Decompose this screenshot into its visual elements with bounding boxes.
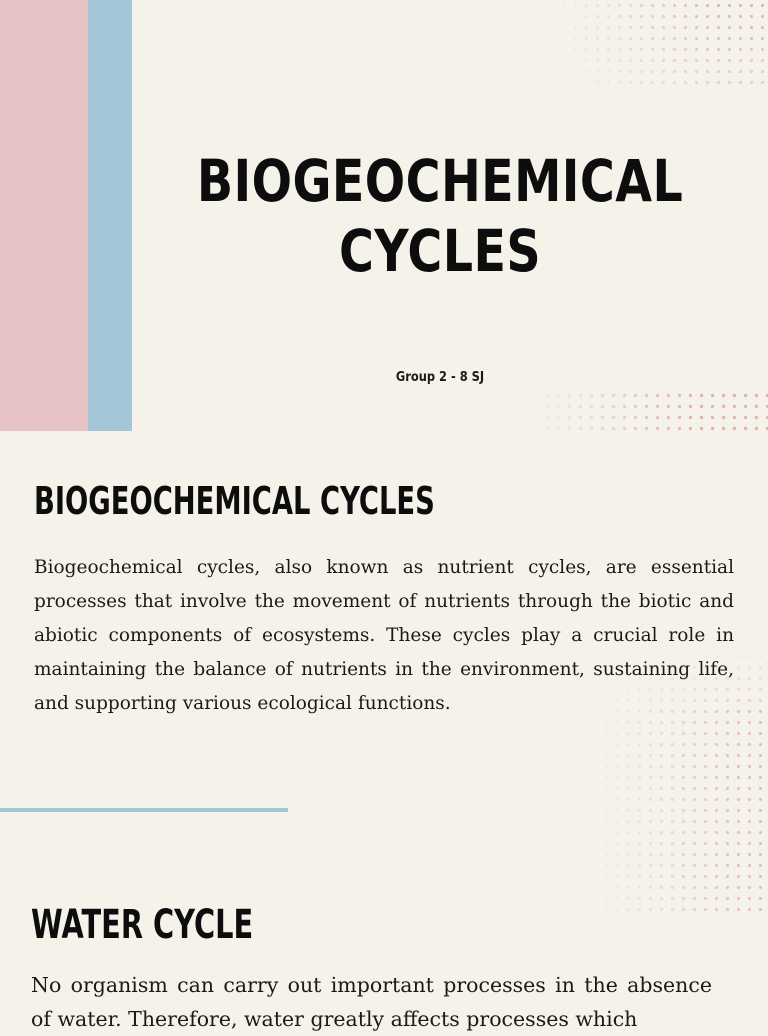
section-heading-water-cycle: WATER CYCLE — [31, 902, 254, 948]
cover-subtitle: Group 2 - 8 SJ — [395, 370, 485, 385]
dot-pattern-top — [548, 0, 768, 90]
decorative-blue-band — [88, 0, 132, 431]
cover-title-line-2: CYCLES — [338, 217, 542, 285]
section-body-water-cycle: No organism can carry out important processes in the absence of water. Therefore, water greatly affects processes which — [31, 973, 712, 1031]
dot-pattern-middle — [520, 390, 768, 435]
cover-title — [194, 146, 686, 286]
section-body-biogeochemical: Biogeochemical cycles, also known as nutrient cycles, are essential processes that involve the movement of nutrients through the biotic and abiotic components of ecosystems. These cycles play a crucial role in maintaining the balance of nutrients in the environment, sustaining life, and supporting various ecological functions. — [34, 557, 734, 714]
section-heading-biogeochemical: BIOGEOCHEMICAL CYCLES — [34, 479, 435, 523]
decorative-pink-band — [0, 0, 88, 431]
section-divider — [0, 808, 288, 812]
cover-title-line-1: BIOGEOCHEMICAL — [196, 147, 684, 215]
